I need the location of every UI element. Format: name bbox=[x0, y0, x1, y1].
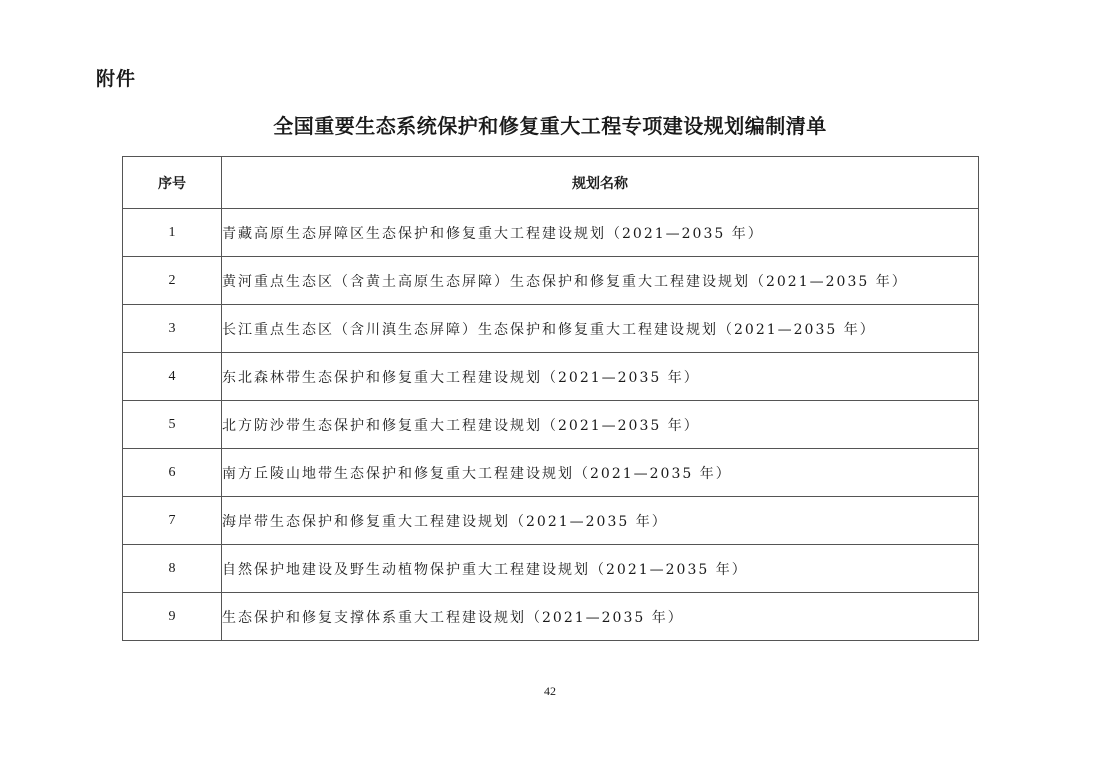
row-serial-number: 8 bbox=[123, 545, 222, 593]
row-serial-number: 7 bbox=[123, 497, 222, 545]
row-serial-number: 5 bbox=[123, 401, 222, 449]
table-row bbox=[123, 257, 979, 305]
row-serial-number: 1 bbox=[123, 209, 222, 257]
document-title: 全国重要生态系统保护和修复重大工程专项建设规划编制清单 bbox=[273, 114, 827, 138]
row-serial-number: 9 bbox=[123, 593, 222, 641]
table-row bbox=[123, 497, 979, 545]
row-plan-name: 青藏高原生态屏障区生态保护和修复重大工程建设规划（2021—2035 年） bbox=[222, 209, 979, 257]
page-number: 42 bbox=[544, 684, 556, 698]
row-serial-number: 3 bbox=[123, 305, 222, 353]
header-plan-name: 规划名称 bbox=[222, 157, 979, 209]
row-plan-name: 东北森林带生态保护和修复重大工程建设规划（2021—2035 年） bbox=[222, 353, 979, 401]
table-row bbox=[123, 449, 979, 497]
row-plan-name: 南方丘陵山地带生态保护和修复重大工程建设规划（2021—2035 年） bbox=[222, 449, 979, 497]
table-header-row bbox=[123, 157, 979, 209]
row-plan-name: 黄河重点生态区（含黄土高原生态屏障）生态保护和修复重大工程建设规划（2021—2035 年） bbox=[222, 257, 979, 305]
row-plan-name: 北方防沙带生态保护和修复重大工程建设规划（2021—2035 年） bbox=[222, 401, 979, 449]
row-plan-name: 长江重点生态区（含川滇生态屏障）生态保护和修复重大工程建设规划（2021—2035 年） bbox=[222, 305, 979, 353]
row-serial-number: 6 bbox=[123, 449, 222, 497]
table-row bbox=[123, 593, 979, 641]
header-serial-number: 序号 bbox=[123, 157, 222, 209]
row-plan-name: 生态保护和修复支撑体系重大工程建设规划（2021—2035 年） bbox=[222, 593, 979, 641]
attachment-label: 附件 bbox=[96, 68, 137, 90]
row-plan-name: 自然保护地建设及野生动植物保护重大工程建设规划（2021—2035 年） bbox=[222, 545, 979, 593]
table-row bbox=[123, 305, 979, 353]
table-row bbox=[123, 401, 979, 449]
table-row bbox=[123, 545, 979, 593]
row-serial-number: 4 bbox=[123, 353, 222, 401]
table-row bbox=[123, 353, 979, 401]
plan-list-table bbox=[122, 156, 979, 641]
table-row bbox=[123, 209, 979, 257]
row-plan-name: 海岸带生态保护和修复重大工程建设规划（2021—2035 年） bbox=[222, 497, 979, 545]
row-serial-number: 2 bbox=[123, 257, 222, 305]
